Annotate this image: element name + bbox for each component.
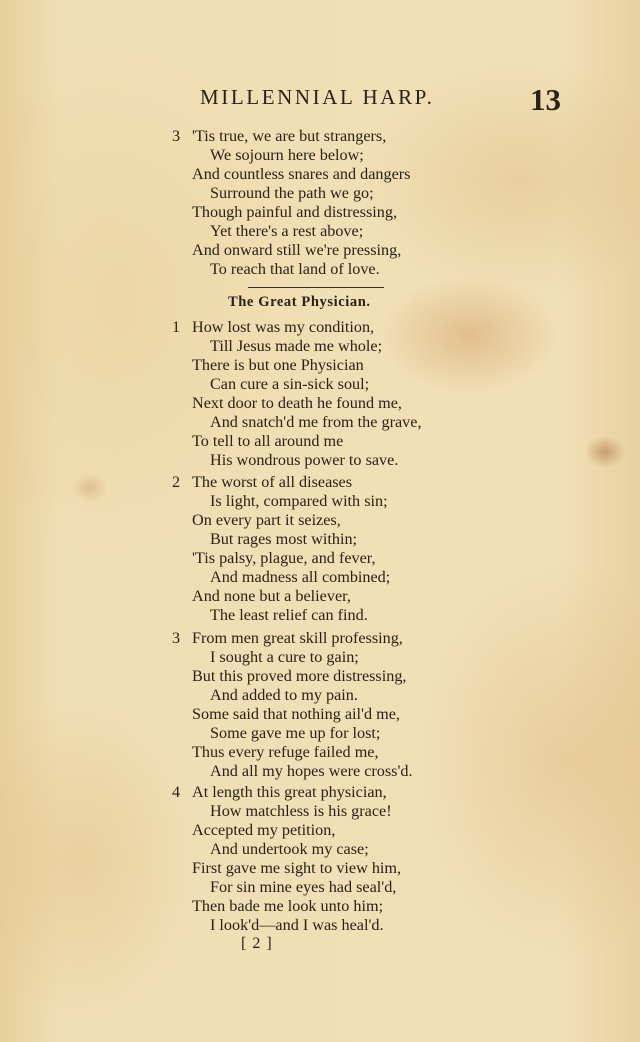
verse-line: For sin mine eyes had seal'd,	[210, 878, 397, 896]
page-header	[200, 82, 620, 122]
verse-line: Yet there's a rest above;	[210, 222, 364, 240]
page-number: 13	[530, 82, 561, 117]
verse-line: And none but a believer,	[192, 587, 351, 605]
hymn-title: The Great Physician.	[228, 294, 371, 310]
verse-line: To tell to all around me	[192, 432, 344, 450]
verse-line: Till Jesus made me whole;	[210, 337, 383, 355]
verse-line: But rages most within;	[210, 530, 358, 548]
section-divider	[248, 287, 384, 288]
running-title: MILLENNIAL HARP.	[200, 85, 435, 109]
verse-line: Some gave me up for lost;	[210, 724, 381, 742]
verse-line: And onward still we're pressing,	[192, 241, 402, 259]
verse-line: Accepted my petition,	[192, 821, 336, 839]
verse-line: How matchless is his grace!	[210, 802, 392, 820]
verse-line: Next door to death he found me,	[192, 394, 402, 412]
stanza-number: 4	[172, 783, 181, 801]
stanza-number: 1	[172, 318, 181, 336]
verse-line: The worst of all diseases	[192, 473, 353, 491]
verse-line: His wondrous power to save.	[210, 451, 399, 469]
verse-line: Can cure a sin-sick soul;	[210, 375, 370, 393]
verse-line: And countless snares and dangers	[192, 165, 411, 183]
verse-line: Though painful and distressing,	[192, 203, 398, 221]
verse-line: From men great skill professing,	[192, 629, 403, 647]
verse-line: 'Tis true, we are but strangers,	[192, 127, 387, 145]
verse-line: Surround the path we go;	[210, 184, 374, 202]
verse-line: 'Tis palsy, plague, and fever,	[192, 549, 376, 567]
verse-line: And added to my pain.	[210, 686, 358, 704]
verse-line: But this proved more distressing,	[192, 667, 407, 685]
verse-line: I look'd—and I was heal'd.	[210, 916, 384, 934]
verse-line: And madness all combined;	[210, 568, 391, 586]
verse-line: I sought a cure to gain;	[210, 648, 359, 666]
verse-line: And snatch'd me from the grave,	[210, 413, 422, 431]
verse-line: To reach that land of love.	[210, 260, 380, 278]
verse-line: How lost was my condition,	[192, 318, 375, 336]
verse-line: On every part it seizes,	[192, 511, 341, 529]
stanza-number: 3	[172, 629, 181, 647]
verse-line: There is but one Physician	[192, 356, 364, 374]
verse-line: Then bade me look unto him;	[192, 897, 384, 915]
stanza-number: 2	[172, 473, 181, 491]
verse-line: Some said that nothing ail'd me,	[192, 705, 400, 723]
verse-line: First gave me sight to view him,	[192, 859, 402, 877]
verse-line: We sojourn here below;	[210, 146, 364, 164]
verse-line: And undertook my case;	[210, 840, 369, 858]
stanza-number: 3	[172, 127, 181, 145]
verse-line: Thus every refuge failed me,	[192, 743, 379, 761]
verse-line: Is light, compared with sin;	[210, 492, 388, 510]
verse-line: The least relief can find.	[210, 606, 368, 624]
signature-mark: [ 2 ]	[241, 935, 273, 952]
verse-line: And all my hopes were cross'd.	[210, 762, 413, 780]
verse-line: At length this great physician,	[192, 783, 387, 801]
